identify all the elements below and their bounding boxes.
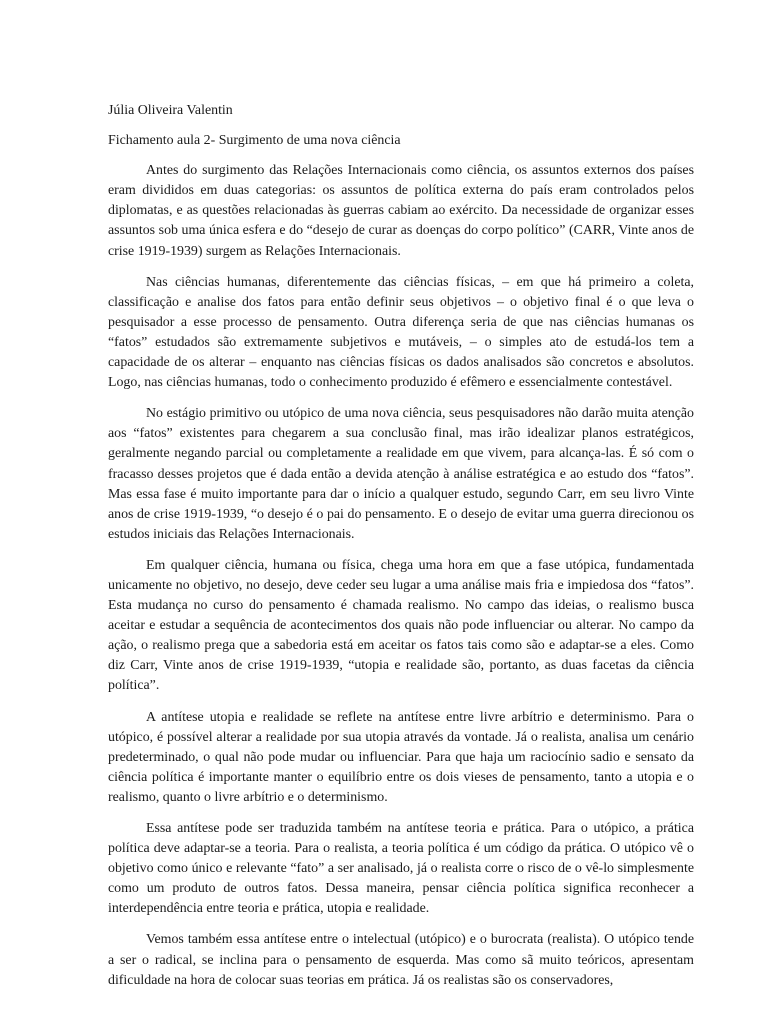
document-body	[108, 101, 694, 1002]
paragraph: No estágio primitivo ou utópico de uma nova ciência, seus pesquisadores não darão muita atenção aos “fatos” existentes para chegarem a sua conclusão final, mas irão idealizar planos estratégicos, geralmente negando parcial ou completamente a realidade em que vivem, para alcança-las. É só com o fracasso desses projetos que é dada então a devida atenção à análise estratégica e ao estudo dos “fatos”. Mas essa fase é muito importante para dar o início a qualquer estudo, segundo Carr, em seu livro Vinte anos de crise 1919-1939, “o desejo é o pai do pensamento. E o desejo de evitar uma guerra direcionou os estudos iniciais das Relações Internacionais.	[108, 406, 694, 542]
paragraph: Vemos também essa antítese entre o intelectual (utópico) e o burocrata (realista). O utópico tende a ser o radical, se inclina para o pensamento de esquerda. Mas como sã muito teóricos, apresentam dificuldade na hora de colocar suas teorias em prática. Já os realistas são os conservadores,	[108, 932, 694, 988]
paragraph: Nas ciências humanas, diferentemente das ciências físicas, – em que há primeiro a coleta, classificação e analise dos fatos para então definir seus objetivos – o objetivo final é o que leva o pesquisador a esse processo de pensamento. Outra diferença seria de que nas ciências humanas os “fatos” estudados são extremamente subjetivos e mutáveis, – o simples ato de estudá-los tem a capacidade de os alterar – enquanto nas ciências físicas os dados analisados são concretos e absolutos. Logo, nas ciências humanas, todo o conhecimento produzido é efêmero e essencialmente contestável.	[108, 274, 694, 391]
paragraph: Antes do surgimento das Relações Internacionais como ciência, os assuntos externos dos países eram divididos em duas categorias: os assuntos de política externa do país eram controlados pelos diplomatas, e as questões relacionadas às guerras cabiam ao exército. Da necessidade de organizar esses assuntos sob uma única esfera e do “desejo de curar as doenças do corpo político” (CARR, Vinte anos de crise 1919-1939) surgem as Relações Internacionais.	[108, 163, 694, 259]
paragraph: Em qualquer ciência, humana ou física, chega uma hora em que a fase utópica, fundamentada unicamente no objetivo, no desejo, deve ceder seu lugar a uma análise mais fria e impiedosa dos “fatos”. Esta mudança no curso do pensamento é chamada realismo. No campo das ideias, o realismo busca aceitar e estudar a sequência de acontecimentos dos quais não pode influenciar ou alterar. No campo da ação, o realismo prega que a sabedoria está em aceitar os fatos tais como são e adaptar-se a eles. Como diz Carr, Vinte anos de crise 1919-1939, “utopia e realidade são, portanto, as duas facetas da ciência política”.	[108, 557, 694, 694]
paragraph: Essa antítese pode ser traduzida também na antítese teoria e prática. Para o utópico, a prática política deve adaptar-se a teoria. Para o realista, a teoria política é um código da prática. O utópico vê o objetivo como único e relevante “fato” a ser analisado, já o realista corre o risco de o vê-lo simplesmente como um produto de outros fatos. Dessa maneira, pensar ciência política significa reconhecer a interdependência entre teoria e prática, utopia e realidade.	[108, 821, 694, 917]
document-subtitle: Fichamento aula 2- Surgimento de uma nova ciência	[108, 133, 401, 149]
paragraph: A antítese utopia e realidade se reflete na antítese entre livre arbítrio e determinismo. Para o utópico, é possível alterar a realidade por sua utopia através da vontade. Já o realista, analisa um cenário predeterminado, o qual não pode mudar ou influenciar. Para que haja um raciocínio sadio e sensato da ciência política é importante manter o equilíbrio entre os dois vieses de pensamento, tanto a utopia e o realismo, quanto o livre arbítrio e o determinismo.	[108, 709, 694, 805]
author-name: Júlia Oliveira Valentin	[108, 103, 233, 118]
